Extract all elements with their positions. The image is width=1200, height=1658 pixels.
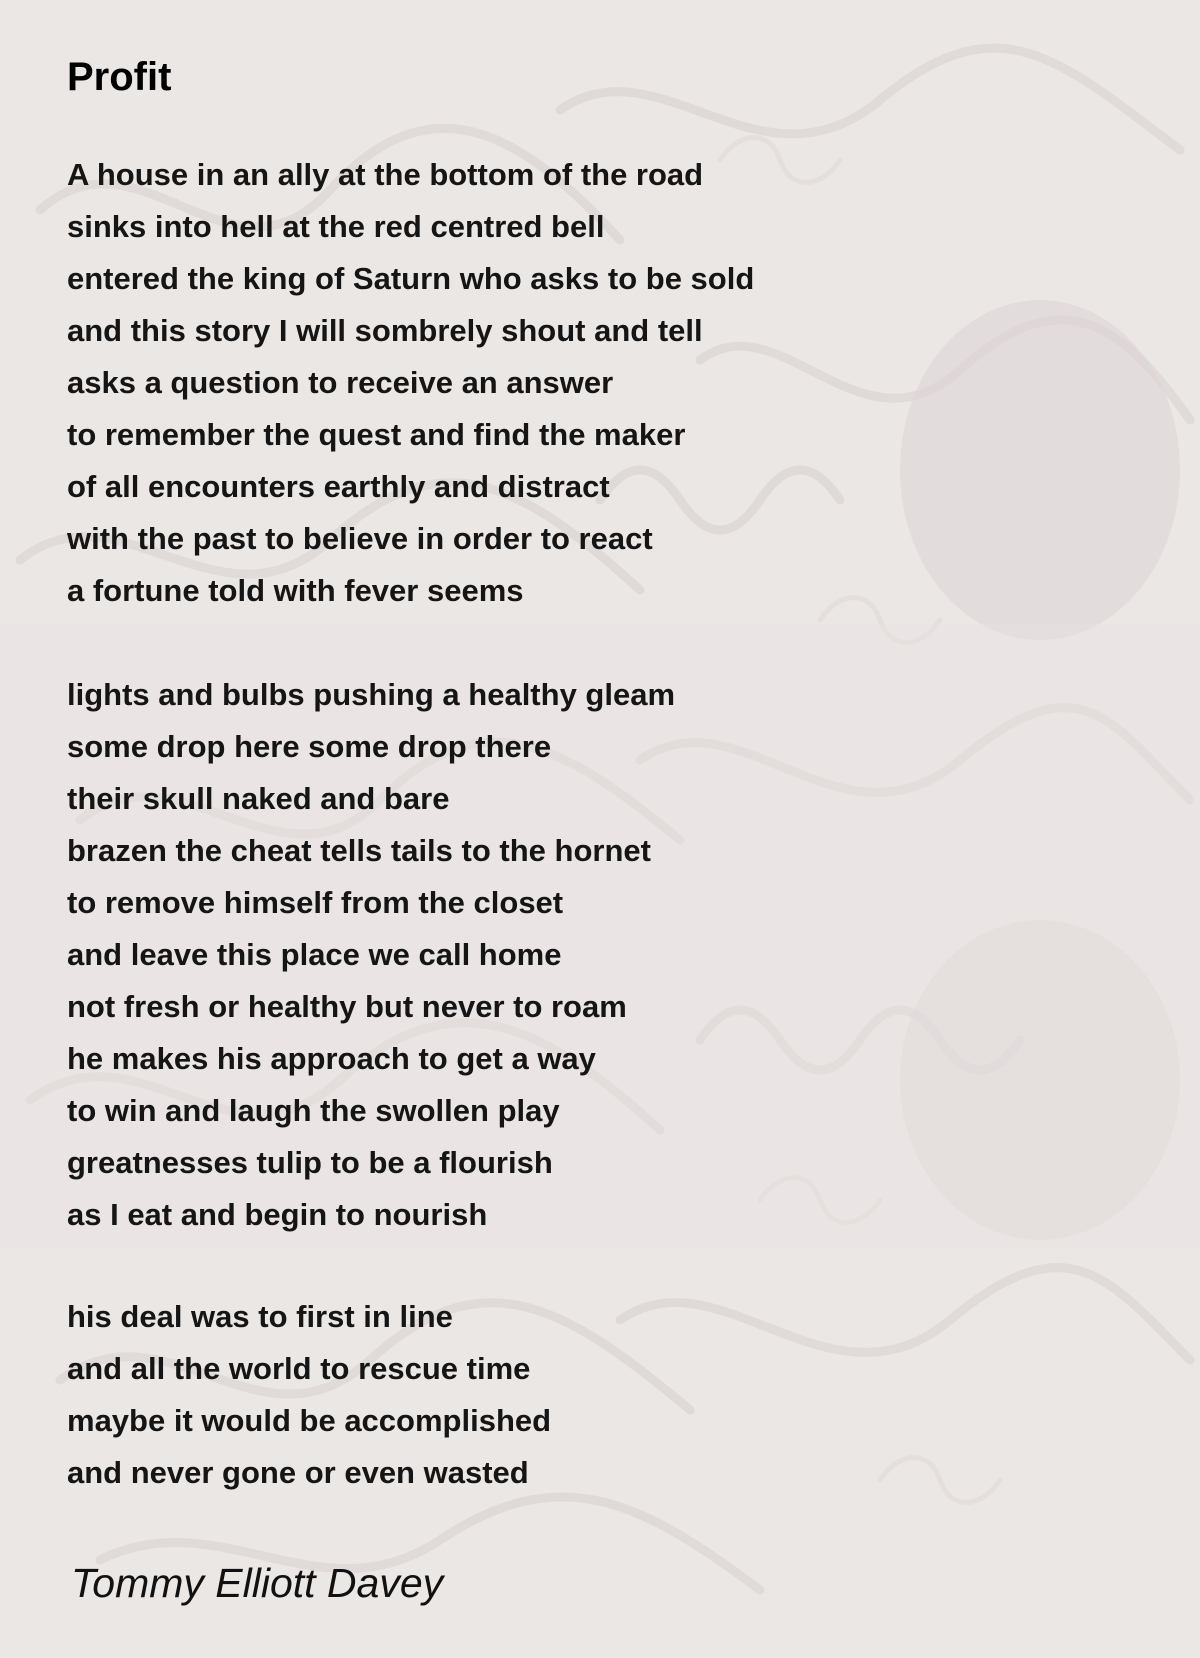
poem-line: sinks into hell at the red centred bell [67, 209, 605, 244]
poem-line: greatnesses tulip to be a flourish [67, 1145, 553, 1180]
poem-line: some drop here some drop there [67, 729, 552, 764]
poem-line: of all encounters earthly and distract [67, 469, 610, 504]
poem-title: Profit [67, 55, 172, 99]
poem-line: brazen the cheat tells tails to the hornet [67, 833, 651, 868]
stanza-3 [67, 1291, 551, 1499]
poem-line: and leave this place we call home [67, 937, 562, 972]
poem-line: their skull naked and bare [67, 781, 450, 816]
poem-line: asks a question to receive an answer [67, 365, 614, 400]
poem-line: A house in an ally at the bottom of the road [67, 157, 704, 192]
poem-line: and this story I will sombrely shout and tell [67, 313, 703, 348]
poem-line: to remember the quest and find the maker [67, 417, 686, 452]
poem-line: maybe it would be accomplished [67, 1403, 552, 1438]
poem-line: and never gone or even wasted [67, 1455, 529, 1490]
poem-line: not fresh or healthy but never to roam [67, 989, 627, 1024]
poem-line: his deal was to first in line [67, 1299, 453, 1334]
poem-line: entered the king of Saturn who asks to be sold [67, 261, 755, 296]
poem-author: Tommy Elliott Davey [71, 1560, 444, 1606]
stanza-2 [67, 669, 675, 1241]
poem-line: to win and laugh the swollen play [67, 1093, 560, 1128]
poem-line: to remove himself from the closet [67, 885, 564, 920]
poem-line: with the past to believe in order to react [67, 521, 653, 556]
poem-line: a fortune told with fever seems [67, 573, 524, 608]
stanza-1 [67, 149, 754, 617]
poem-line: lights and bulbs pushing a healthy gleam [67, 677, 676, 712]
poem-line: as I eat and begin to nourish [67, 1197, 488, 1232]
poem-line: and all the world to rescue time [67, 1351, 531, 1386]
poem-line: he makes his approach to get a way [67, 1041, 596, 1076]
